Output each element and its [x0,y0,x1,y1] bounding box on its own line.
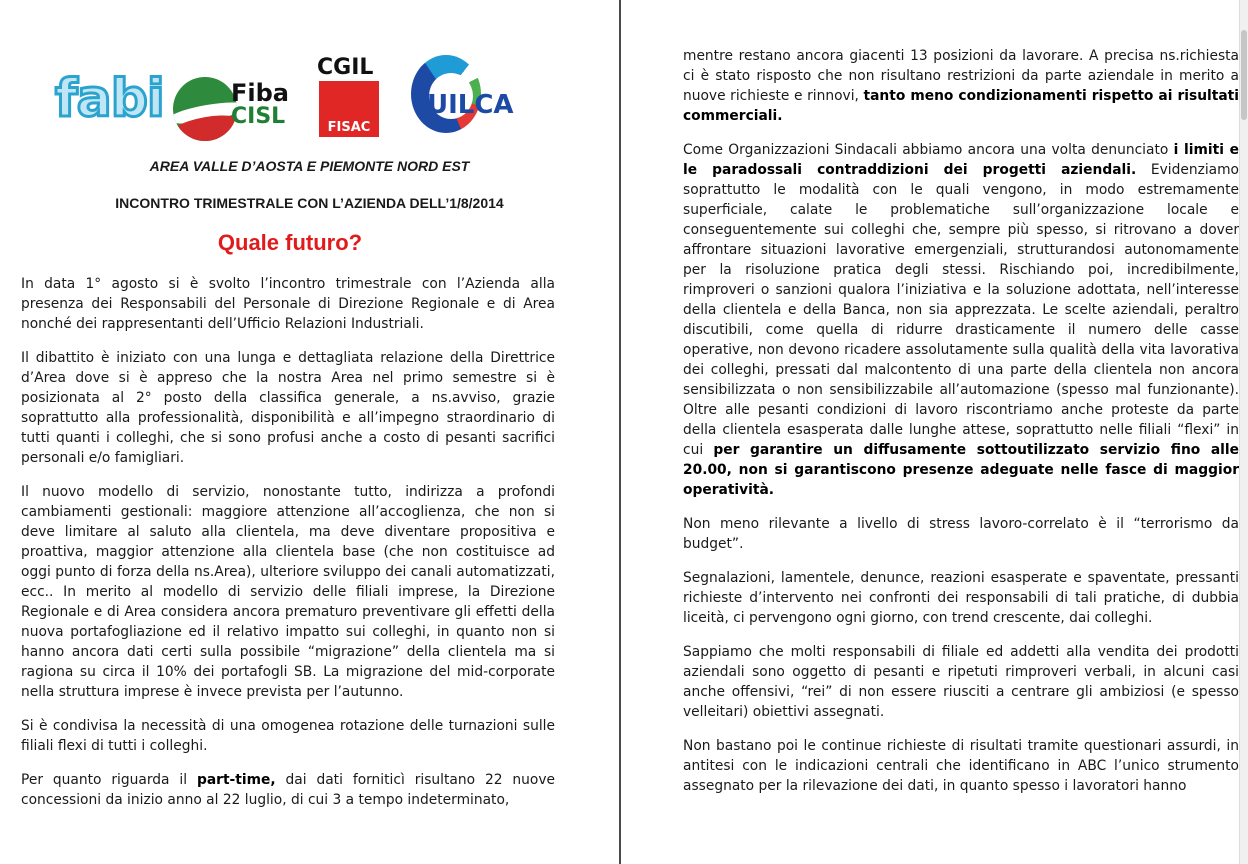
paragraph [21,482,555,702]
text-run: Evidenziamo soprattutto le modalità con le quali vengono, in modo estremamente superficiale, calate le problematiche sull’organizzazione locale e conseguentemente sui colleghi che, sempre più spesso, si ritrovano a dover affrontare situazioni lavorative emergenziali, strutturandosi autonomamente per la risoluzione pratica degli stessi. Rischiando poi, incredibilmente, rimproveri o sanzioni qualora l’iniziativa e la soluzione adottata, nell’interesse della clientela e della Banca, non sia apprezzata. Le scelte aziendali, peraltro discutibili, come quella di ridurre drasticamente il numero delle casse operative, non devono ricadere assolutamente sulla qualità della vita lavorativa dei colleghi, pressati dal malcontento di una parte della clientela non ancora sensibilizzata o non sensibilizzabile all’automazione (spesso mal funzionante). Oltre alle pesanti condizioni di lavoro riscontriamo anche proteste da parte della clientela esasperata dalle lunghe attese, soprattutto nelle filiali “flexi” in cui [683,162,1239,458]
paragraph [683,642,1239,722]
right-column-body [683,46,1239,796]
bold-text: i limiti e le paradossali contraddizioni dei progetti aziendali. [683,142,1239,178]
document-page-right [622,0,1248,864]
scrollbar-thumb[interactable] [1241,30,1247,120]
text-run: In data 1° agosto si è svolto l’incontro trimestrale con l’Azienda alla presenza dei Responsabili del Personale di Direzione Regionale e di Area nonché dei rappresentanti dell’Ufficio Relazioni Industriali. [21,276,555,332]
meeting-heading: INCONTRO TRIMESTRALE CON L’AZIENDA DELL’1/8/2014 [115,195,504,211]
document-page-left [0,0,619,864]
fabi-logo: fabi [55,69,164,129]
text-run: Non meno rilevante a livello di stress lavoro-correlato è il “terrorismo da budget”. [683,516,1239,552]
vertical-scrollbar[interactable] [1239,0,1248,864]
text-run: Si è condivisa la necessità di una omogenea rotazione delle turnazioni sulle filiali flexi di tutti i colleghi. [21,718,555,754]
cgil-logo: CGIL [317,55,374,80]
text-run: Non bastano poi le continue richieste di risultati tramite questionari assurdi, in antitesi con le indicazioni centrali che identificano in ABC l’unico strumento assegnato per la rilevazione dei dati, in quanto spesso i lavoratori hanno [683,738,1239,794]
text-run: Il nuovo modello di servizio, nonostante tutto, indirizza a profondi cambiamenti gestionali: maggiore attenzione all’accoglienza, che non si deve limitare al saluto alla clientela, ma deve diventare propositiva e proattiva, maggior attenzione alla clientela base (che non costituisce ad oggi punto di forza della ns.Area), ulteriore sviluppo dei canali automatizzati, ecc.. In merito al modello di servizio delle filiali imprese, la Direzione Regionale e di Area considera ancora prematuro preventivare gli effetti della nuova portafogliazione ed il relativo impatto sui colleghi, in quanto non si hanno ancora dati certi sulla possibile “migrazione” della clientela ma si ragiona su circa il 10% dei portafogli SB. La migrazione del mid-corporate nella struttura imprese è invece prevista per l’autunno. [21,484,555,700]
area-heading: AREA VALLE D’AOSTA E PIEMONTE NORD EST [149,158,470,174]
fiba-cisl-logo-icon [173,77,237,141]
paragraph [683,568,1239,628]
fisac-logo: FISAC [319,81,379,137]
fiba-cisl-logo: Fiba CISL [231,79,289,129]
page-divider [619,0,621,864]
text-run: mentre restano ancora giacenti 13 posizioni da lavorare. A precisa ns.richiesta ci è stato risposto che non risultano restrizioni da parte aziendale in merito a nuove richieste e rinnovi, [683,48,1239,104]
paragraph [683,140,1239,500]
bold-text: per garantire un diffusamente sottoutilizzato servizio fino alle 20.00, non si garantiscono presenze adeguate nelle fasce di maggior operatività. [683,442,1239,498]
text-run: dai dati forniticì risultano 22 nuove concessioni da inizio anno al 22 luglio, di cui 3 a tempo indeterminato, [21,772,555,808]
paragraph [21,770,555,810]
left-column-body [21,274,555,810]
paragraph [683,736,1239,796]
document-title: Quale futuro? [217,230,363,255]
text-run: Sappiamo che molti responsabili di filiale ed addetti alla vendita dei prodotti aziendali sono oggetto di pesanti e ripetuti rimproveri verbali, in alcuni casi anche offensivi, “rei” di non essere riusciti a centrare gli ambiziosi (e spesso velleitari) obiettivi assegnati. [683,644,1239,720]
paragraph [683,514,1239,554]
uilca-logo: UILCA [427,90,514,120]
text-run: Per quanto riguarda il [21,772,197,788]
union-logos [55,55,535,140]
paragraph [21,348,555,468]
text-run: Il dibattito è iniziato con una lunga e dettagliata relazione della Direttrice d’Area dove si è appreso che la nostra Area nel primo semestre si è posizionata al 2° posto della classifica generale, a ns.avviso, grazie soprattutto alla professionalità, disponibilità e all’impegno straordinario di tutti quanti i colleghi, che si sono profusi anche a costo di pesanti sacrifici personali e/o famigliari. [21,350,555,466]
paragraph [21,274,555,334]
paragraph [21,716,555,756]
bold-text: part-time, [196,772,276,788]
text-run: Segnalazioni, lamentele, denunce, reazioni esasperate e spaventate, pressanti richieste d’intervento nei confronti dei responsabili di tali pratiche, di dubbia liceità, ci pervengono ogni giorno, con trend crescente, dai colleghi. [683,570,1239,626]
bold-text: tanto meno condizionamenti rispetto ai risultati commerciali. [683,88,1239,124]
paragraph [683,46,1239,126]
text-run: Come Organizzazioni Sindacali abbiamo ancora una volta denunciato [683,142,1174,158]
